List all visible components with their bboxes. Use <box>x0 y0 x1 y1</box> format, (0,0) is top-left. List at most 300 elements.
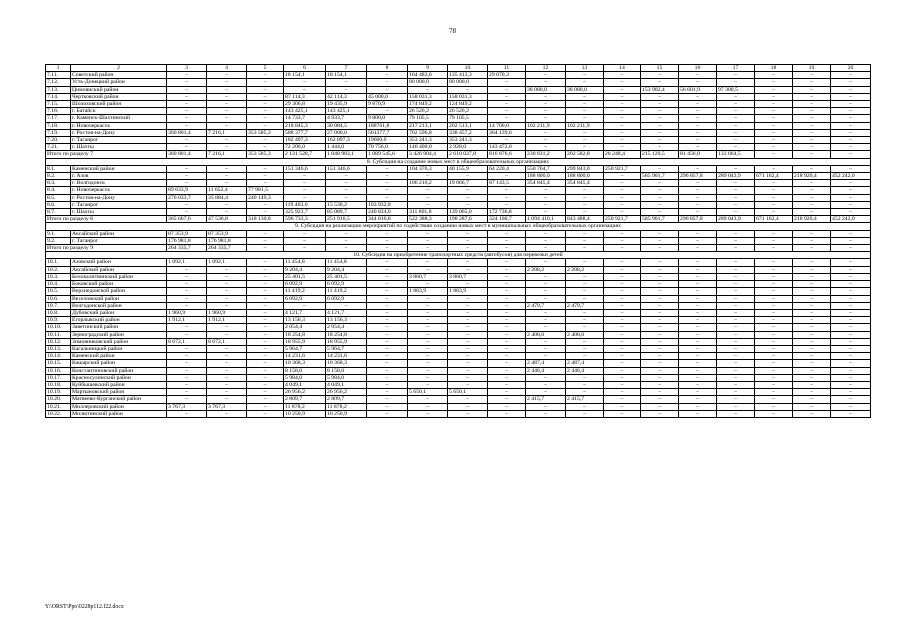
value-cell: – <box>488 273 526 280</box>
total-cell: 816 876,6 <box>488 151 526 158</box>
value-cell: – <box>488 101 526 108</box>
row-number: 10.3. <box>46 273 71 280</box>
row-number: 7.11. <box>46 72 71 79</box>
total-label: Итого по разделу 8 <box>46 216 167 223</box>
value-cell: – <box>526 230 566 237</box>
value-cell: – <box>604 266 641 273</box>
value-cell: – <box>207 374 247 381</box>
value-cell: – <box>167 165 207 172</box>
value-cell: – <box>831 288 871 295</box>
table-row <box>46 137 871 144</box>
value-cell: – <box>207 101 247 108</box>
value-cell: – <box>793 288 831 295</box>
row-number: 10.8. <box>46 309 71 316</box>
value-cell: – <box>566 353 604 360</box>
value-cell: – <box>526 209 566 216</box>
value-cell: 4 121,7 <box>284 309 326 316</box>
page-number: 78 <box>449 27 456 35</box>
value-cell: – <box>604 396 641 403</box>
total-cell: 218 920,4 <box>793 216 831 223</box>
column-number: 2 <box>71 65 167 72</box>
value-cell: – <box>207 302 247 309</box>
row-number: 8.3. <box>46 180 71 187</box>
value-cell: – <box>367 165 408 172</box>
value-cell: – <box>641 367 679 374</box>
total-cell: – <box>367 245 408 252</box>
value-cell: – <box>566 108 604 115</box>
value-cell: – <box>717 237 755 244</box>
value-cell: – <box>566 338 604 345</box>
value-cell: – <box>831 273 871 280</box>
value-cell: – <box>207 180 247 187</box>
value-cell: – <box>207 410 247 417</box>
value-cell: – <box>679 273 717 280</box>
value-cell: – <box>566 317 604 324</box>
district-name: г. Волгодонск <box>71 180 167 187</box>
table-row <box>46 144 871 151</box>
value-cell: – <box>831 165 871 172</box>
value-cell: – <box>641 381 679 388</box>
value-cell: – <box>793 101 831 108</box>
value-cell: – <box>641 144 679 151</box>
value-cell: – <box>247 324 284 331</box>
value-cell: 26 526,2 <box>408 108 448 115</box>
value-cell: 35 884,4 <box>207 194 247 201</box>
value-cell: 26 526,2 <box>448 108 488 115</box>
value-cell: – <box>717 302 755 309</box>
value-cell: – <box>247 93 284 100</box>
value-cell: 338 457,2 <box>448 129 488 136</box>
value-cell: 102 211,9 <box>526 122 566 129</box>
value-cell: 218 920,4 <box>793 173 831 180</box>
value-cell: 29 070,3 <box>488 72 526 79</box>
value-cell: 2 415,7 <box>526 396 566 403</box>
value-cell: – <box>793 180 831 187</box>
value-cell: – <box>793 360 831 367</box>
value-cell: – <box>488 309 526 316</box>
value-cell: – <box>831 230 871 237</box>
value-cell: – <box>566 93 604 100</box>
value-cell: – <box>247 79 284 86</box>
total-cell: – <box>831 151 871 158</box>
value-cell: – <box>793 353 831 360</box>
table-row <box>46 86 871 93</box>
value-cell: – <box>831 194 871 201</box>
value-cell: – <box>326 187 367 194</box>
value-cell: – <box>207 295 247 302</box>
value-cell: – <box>679 101 717 108</box>
value-cell: 4 049,1 <box>284 381 326 388</box>
value-cell: – <box>367 281 408 288</box>
table-row <box>46 338 871 345</box>
total-cell: 198 287,6 <box>448 216 488 223</box>
value-cell: – <box>488 317 526 324</box>
value-cell: – <box>247 374 284 381</box>
value-cell: – <box>641 324 679 331</box>
district-name: Кагальницкий район <box>71 345 167 352</box>
value-cell: 176 981,8 <box>207 237 247 244</box>
value-cell: – <box>604 374 641 381</box>
value-cell: – <box>717 396 755 403</box>
value-cell: – <box>284 302 326 309</box>
value-cell: – <box>207 345 247 352</box>
value-cell: – <box>831 403 871 410</box>
value-cell: – <box>566 345 604 352</box>
value-cell: – <box>831 309 871 316</box>
value-cell: 18 254,8 <box>284 331 326 338</box>
value-cell: – <box>326 79 367 86</box>
value-cell: 102 211,9 <box>566 122 604 129</box>
table-row <box>46 79 871 86</box>
value-cell: 13 156,3 <box>326 317 367 324</box>
value-cell: – <box>755 309 793 316</box>
value-cell: – <box>566 273 604 280</box>
value-cell: – <box>679 129 717 136</box>
total-cell: – <box>793 245 831 252</box>
value-cell: – <box>488 389 526 396</box>
value-cell: – <box>831 108 871 115</box>
total-cell: 3 426 904,4 <box>408 151 448 158</box>
value-cell: – <box>641 281 679 288</box>
value-cell: – <box>367 180 408 187</box>
value-cell: – <box>167 180 207 187</box>
value-cell: – <box>566 288 604 295</box>
value-cell: – <box>604 93 641 100</box>
value-cell: 38 080,0 <box>566 86 604 93</box>
value-cell: – <box>566 389 604 396</box>
total-cell: – <box>326 245 367 252</box>
value-cell: – <box>793 108 831 115</box>
value-cell: – <box>755 122 793 129</box>
value-cell: – <box>717 144 755 151</box>
value-cell: 11 419,2 <box>284 288 326 295</box>
value-cell: 19 435,9 <box>326 101 367 108</box>
value-cell: – <box>604 381 641 388</box>
total-cell: 585 901,7 <box>641 216 679 223</box>
value-cell: 2 054,4 <box>326 324 367 331</box>
value-cell: – <box>717 79 755 86</box>
value-cell: – <box>207 209 247 216</box>
value-cell: – <box>448 266 488 273</box>
row-number: 10.2. <box>46 266 71 273</box>
value-cell: – <box>755 201 793 208</box>
table-row <box>46 266 871 273</box>
value-cell: – <box>207 108 247 115</box>
district-name: Чертковский район <box>71 93 167 100</box>
value-cell: – <box>793 129 831 136</box>
value-cell: – <box>367 79 408 86</box>
value-cell: 354 845,4 <box>566 180 604 187</box>
value-cell: 70 756,0 <box>367 144 408 151</box>
value-cell: 9 800,0 <box>367 115 408 122</box>
total-cell: 344 816,8 <box>367 216 408 223</box>
value-cell: 2 208,2 <box>566 266 604 273</box>
value-cell: – <box>526 101 566 108</box>
value-cell: 42 114,3 <box>326 93 367 100</box>
row-number: 8.4. <box>46 187 71 194</box>
total-cell: 251 916,5 <box>326 216 367 223</box>
value-cell: 29 306,8 <box>284 101 326 108</box>
value-cell: – <box>408 345 448 352</box>
table-row <box>46 309 871 316</box>
column-number: 13 <box>566 65 604 72</box>
column-number: 16 <box>679 65 717 72</box>
district-name: г. Батайск <box>71 108 167 115</box>
value-cell: – <box>717 72 755 79</box>
row-number: 7.15. <box>46 101 71 108</box>
value-cell: – <box>408 230 448 237</box>
district-name: г. Новочеркасск <box>71 122 167 129</box>
value-cell: – <box>247 173 284 180</box>
value-cell: – <box>488 86 526 93</box>
value-cell: – <box>717 309 755 316</box>
value-cell: 182 497,3 <box>284 137 326 144</box>
row-number: 8.5. <box>46 194 71 201</box>
value-cell: – <box>793 79 831 86</box>
section-total-row <box>46 216 871 223</box>
value-cell: – <box>604 331 641 338</box>
value-cell: – <box>793 237 831 244</box>
table-row <box>46 281 871 288</box>
value-cell: – <box>566 144 604 151</box>
row-number: 10.11. <box>46 331 71 338</box>
value-cell: 143 472,0 <box>488 144 526 151</box>
value-cell: – <box>793 367 831 374</box>
value-cell: – <box>755 360 793 367</box>
value-cell: – <box>831 374 871 381</box>
value-cell: – <box>717 389 755 396</box>
value-cell: – <box>604 288 641 295</box>
total-cell: 202 582,8 <box>566 151 604 158</box>
value-cell: – <box>679 180 717 187</box>
value-cell: 6 092,9 <box>326 281 367 288</box>
value-cell: 8 672,1 <box>167 338 207 345</box>
row-number: 10.13. <box>46 345 71 352</box>
section-total-row <box>46 245 871 252</box>
value-cell: – <box>717 345 755 352</box>
value-cell: 296 857,8 <box>679 173 717 180</box>
value-cell: – <box>831 144 871 151</box>
value-cell: – <box>526 410 566 417</box>
value-cell: – <box>831 295 871 302</box>
total-label: Итого по разделу 9 <box>46 245 167 252</box>
value-cell: – <box>679 410 717 417</box>
value-cell: – <box>247 259 284 266</box>
value-cell: – <box>641 302 679 309</box>
value-cell: 11 652,4 <box>207 187 247 194</box>
value-cell: 14 733,7 <box>284 115 326 122</box>
total-cell: 47 536,8 <box>207 216 247 223</box>
value-cell: – <box>755 137 793 144</box>
value-cell: – <box>831 72 871 79</box>
value-cell: 6 092,9 <box>284 295 326 302</box>
district-name: Егорлыкский район <box>71 317 167 324</box>
value-cell: – <box>755 410 793 417</box>
value-cell: 9 204,4 <box>326 266 367 273</box>
file-path-footer: Y:\ORST\Ppo\0228p112.f22.docx <box>45 604 124 610</box>
row-number: 9.2. <box>46 237 71 244</box>
value-cell: – <box>367 288 408 295</box>
value-cell: – <box>717 187 755 194</box>
value-cell: 124 849,2 <box>448 101 488 108</box>
column-number: 10 <box>448 65 488 72</box>
value-cell: – <box>755 288 793 295</box>
value-cell: – <box>207 201 247 208</box>
value-cell: 14 231,6 <box>284 353 326 360</box>
value-cell: – <box>717 367 755 374</box>
table-body <box>46 65 871 418</box>
value-cell: – <box>207 389 247 396</box>
value-cell: 18 955,9 <box>326 338 367 345</box>
value-cell: – <box>793 72 831 79</box>
value-cell: – <box>207 288 247 295</box>
value-cell: – <box>679 122 717 129</box>
value-cell: – <box>207 324 247 331</box>
value-cell: – <box>831 180 871 187</box>
total-cell: 296 857,8 <box>679 216 717 223</box>
value-cell: 18 254,8 <box>326 331 367 338</box>
value-cell: – <box>566 324 604 331</box>
value-cell: – <box>408 317 448 324</box>
value-cell: – <box>604 338 641 345</box>
value-cell: 188 800,0 <box>566 173 604 180</box>
value-cell: – <box>526 273 566 280</box>
value-cell: – <box>367 338 408 345</box>
value-cell: 2 446,4 <box>566 367 604 374</box>
value-cell: – <box>566 230 604 237</box>
value-cell: – <box>167 367 207 374</box>
value-cell: 11 878,2 <box>326 403 367 410</box>
value-cell: – <box>247 137 284 144</box>
table-row <box>46 331 871 338</box>
value-cell: 146 400,0 <box>408 144 448 151</box>
value-cell: – <box>717 93 755 100</box>
district-name: Зерноградский район <box>71 331 167 338</box>
value-cell: 143 425,1 <box>326 108 367 115</box>
value-cell: – <box>604 129 641 136</box>
value-cell: – <box>448 259 488 266</box>
value-cell: – <box>167 72 207 79</box>
value-cell: – <box>488 194 526 201</box>
value-cell: – <box>167 410 207 417</box>
value-cell: – <box>367 367 408 374</box>
table-row <box>46 295 871 302</box>
value-cell: – <box>755 403 793 410</box>
value-cell: – <box>641 295 679 302</box>
value-cell: – <box>247 115 284 122</box>
value-cell: – <box>448 374 488 381</box>
value-cell: 135 413,3 <box>448 72 488 79</box>
value-cell: – <box>641 79 679 86</box>
value-cell: – <box>641 396 679 403</box>
row-number: 7.20. <box>46 137 71 144</box>
value-cell: 360 801,4 <box>167 129 207 136</box>
value-cell: 106 210,2 <box>408 180 448 187</box>
district-name: Азовский район <box>71 259 167 266</box>
value-cell: – <box>448 396 488 403</box>
total-cell: – <box>755 151 793 158</box>
value-cell: 188 800,0 <box>526 173 566 180</box>
value-cell: – <box>167 79 207 86</box>
district-name: Шолоховский район <box>71 101 167 108</box>
table-row <box>46 389 871 396</box>
value-cell: – <box>755 108 793 115</box>
value-cell: – <box>604 108 641 115</box>
value-cell: – <box>604 230 641 237</box>
value-cell: – <box>604 86 641 93</box>
total-cell: 324 100,7 <box>488 216 526 223</box>
value-cell: – <box>755 129 793 136</box>
value-cell: – <box>367 108 408 115</box>
value-cell: – <box>755 187 793 194</box>
table-row <box>46 209 871 216</box>
value-cell: – <box>448 317 488 324</box>
column-number: 4 <box>207 65 247 72</box>
value-cell: – <box>247 230 284 237</box>
value-cell: – <box>488 281 526 288</box>
value-cell: – <box>526 338 566 345</box>
value-cell: 2 446,4 <box>526 367 566 374</box>
value-cell: – <box>526 79 566 86</box>
value-cell: – <box>488 79 526 86</box>
value-cell: – <box>448 338 488 345</box>
district-name: Советский район <box>71 72 167 79</box>
value-cell: – <box>488 338 526 345</box>
value-cell: – <box>207 79 247 86</box>
value-cell: – <box>641 137 679 144</box>
value-cell: – <box>566 72 604 79</box>
value-cell: – <box>448 230 488 237</box>
value-cell: – <box>488 201 526 208</box>
value-cell: – <box>717 209 755 216</box>
value-cell: – <box>755 259 793 266</box>
value-cell: 14 231,6 <box>326 353 367 360</box>
value-cell: – <box>408 367 448 374</box>
value-cell: – <box>488 353 526 360</box>
value-cell: 2 408,0 <box>526 331 566 338</box>
value-cell: – <box>755 209 793 216</box>
section-header-row <box>46 252 871 259</box>
total-cell: 365 667,6 <box>167 216 207 223</box>
value-cell: 2 408,0 <box>566 331 604 338</box>
district-name: Константиновский район <box>71 367 167 374</box>
value-cell: – <box>566 410 604 417</box>
value-cell: – <box>679 338 717 345</box>
value-cell: – <box>408 259 448 266</box>
row-number: 8.1. <box>46 165 71 172</box>
value-cell: – <box>679 237 717 244</box>
total-cell: – <box>488 245 526 252</box>
value-cell: – <box>526 72 566 79</box>
value-cell: 5 650,1 <box>448 389 488 396</box>
value-cell: – <box>831 302 871 309</box>
value-cell: – <box>717 360 755 367</box>
row-number: 10.19. <box>46 389 71 396</box>
value-cell: 18 154,1 <box>326 72 367 79</box>
row-number: 10.16. <box>46 367 71 374</box>
value-cell: 15 530,2 <box>326 201 367 208</box>
table-row <box>46 381 871 388</box>
row-number: 10.22. <box>46 410 71 417</box>
value-cell: 158 031,3 <box>448 93 488 100</box>
value-cell: – <box>679 295 717 302</box>
value-cell: – <box>207 331 247 338</box>
value-cell: – <box>566 194 604 201</box>
value-cell: – <box>566 101 604 108</box>
value-cell: – <box>604 281 641 288</box>
value-cell: – <box>408 331 448 338</box>
value-cell: – <box>793 281 831 288</box>
